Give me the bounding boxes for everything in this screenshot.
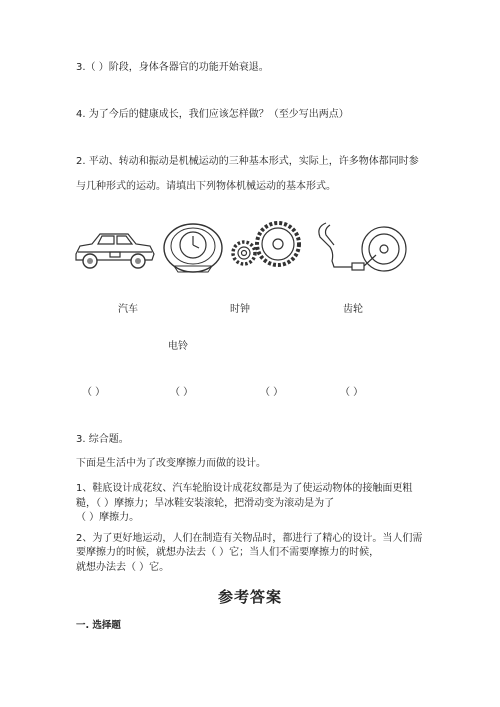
question-2-line-1: 2. 平动、转动和振动是机械运动的三种基本形式，实际上，许多物体都同时参 bbox=[76, 156, 419, 167]
label-clock: 时钟 bbox=[230, 304, 250, 315]
gears-icon bbox=[230, 217, 306, 275]
label-bell: 电铃 bbox=[168, 341, 188, 352]
answer-key-title: 参考答案 bbox=[218, 588, 283, 606]
item-2-line-1: 2、为了更好地运动，人们在制造有关物品时，都进行了精心的设计。当人们需 bbox=[76, 533, 423, 544]
question-2-line-2: 与几种形式的运动。请填出下列物体机械运动的基本形式。 bbox=[76, 181, 336, 192]
question-4-text: 4. 为了今后的健康成长，我们应该怎样做？（至少写出两点） bbox=[76, 109, 349, 120]
answer-blank-4[interactable]: （ ） bbox=[340, 387, 364, 398]
electric-bell-icon bbox=[312, 219, 408, 277]
question-3b-title: 3. 综合题。 bbox=[76, 434, 129, 445]
item-1-line-2: 糙，（ ）摩擦力；旱冰鞋安装滚轮，把滑动变为滚动是为了 bbox=[76, 498, 335, 509]
item-1-line-1: 1、鞋底设计成花纹、汽车轮胎设计成花纹都是为了使运动物体的接触面更粗 bbox=[76, 483, 413, 494]
item-2-line-2: 要摩擦力的时候，就想办法去（ ）它；当人们不需要摩擦力的时候， bbox=[76, 547, 380, 558]
car-icon bbox=[72, 224, 156, 274]
clock-icon bbox=[162, 222, 224, 274]
answer-blank-2[interactable]: （ ） bbox=[170, 387, 194, 398]
item-1-line-3: （ ）摩擦力。 bbox=[76, 512, 140, 523]
answer-blank-1[interactable]: （ ） bbox=[82, 387, 106, 398]
question-3-text: 3.（ ）阶段，身体各器官的功能开始衰退。 bbox=[76, 62, 269, 73]
item-2-line-3: 就想办法去（ ）它。 bbox=[76, 562, 170, 573]
question-3b-intro: 下面是生活中为了改变摩擦力而做的设计。 bbox=[76, 458, 266, 469]
label-gear: 齿轮 bbox=[343, 304, 363, 315]
section-heading: 一. 选择题 bbox=[76, 620, 121, 631]
label-car: 汽车 bbox=[118, 304, 138, 315]
answer-blank-3[interactable]: （ ） bbox=[260, 387, 284, 398]
